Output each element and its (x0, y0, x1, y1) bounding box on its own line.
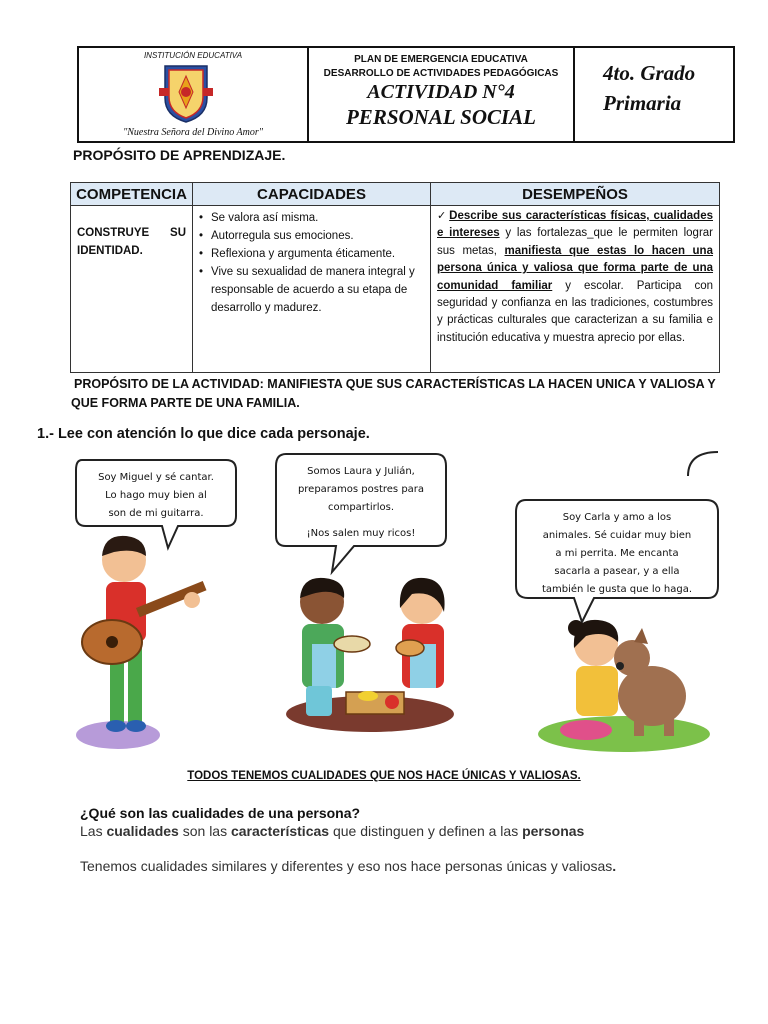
competency-table (70, 182, 720, 373)
bubble-line: Lo hago muy bien al (105, 490, 207, 501)
question-heading: ¿Qué son las cualidades de una persona? (80, 805, 361, 821)
dog-nose (616, 662, 624, 670)
text-run: son las (178, 823, 231, 839)
bowl-icon (396, 640, 424, 656)
conclusion-paragraph (80, 858, 616, 874)
capacidad-text: Reflexiona y argumenta éticamente. (211, 248, 396, 260)
capacidades-cell (193, 206, 431, 373)
jar-icon (306, 686, 332, 716)
text-run: Las (80, 823, 107, 839)
activity-purpose: PROPÓSITO DE LA ACTIVIDAD: MANIFIESTA QUE SUS CARACTERÍSTICAS LA HACEN UNICA Y VALIOSA Y QUE FORMA PARTE DE UNA FAMILIA. (71, 377, 716, 410)
carla-illustration (510, 444, 732, 756)
guitar-hole (106, 636, 118, 648)
school-name: INSTITUCIÓN EDUCATIVA (143, 51, 243, 60)
carla-shirt (576, 666, 618, 716)
carla-pants (560, 720, 612, 740)
plan-subtitle: DESARROLLO DE ACTIVIDADES PEDAGÓGICAS (323, 68, 559, 79)
bubble-line: sacarla a pasear, y a ella (554, 566, 680, 577)
plan-title: PLAN DE EMERGENCIA EDUCATIVA (354, 54, 528, 65)
keyword-caracteristicas: características (230, 823, 330, 839)
capacidad-text: Se valora así misma. (211, 212, 319, 224)
desempeno-underlined-1: Describe sus características físicas, cualidades e intereses (437, 210, 713, 240)
school-motto: "Nuestra Señora del Divino Amor" (123, 127, 263, 138)
carla-ponytail (568, 620, 584, 636)
list-item (199, 263, 426, 317)
dog-leg (664, 714, 674, 736)
bubble-line: también le gusta que lo haga. (541, 584, 693, 595)
competencia-cell: CONSTRUYE SU IDENTIDAD. (71, 206, 193, 373)
bubble-line: Soy Carla y amo a los (562, 512, 672, 523)
bubble-line: animales. Sé cuidar muy bien (542, 530, 692, 541)
desempeno-underlined-2: manifiesta que estas lo hacen una persona única y valiosa que forma parte de una comunidad familiar (437, 244, 713, 292)
proposito-title: PROPÓSITO DE APRENDIZAJE. (73, 147, 286, 163)
julian-apron (312, 644, 336, 688)
plan-cell (309, 48, 575, 141)
bubble-line: a mi perrita. Me encanta (555, 548, 679, 559)
capacidad-text: Vive su sexualidad de manera integral y responsable de acuerdo a su etapa de desarrollo y madurez. (211, 266, 415, 314)
list-item (199, 227, 426, 245)
bullet-icon: • (199, 230, 204, 242)
boy-hand (184, 592, 200, 608)
subject-title: PERSONAL SOCIAL (345, 105, 536, 129)
bubble-line: ¡Nos salen muy ricos! (306, 528, 416, 539)
text-run: que distinguen y definen a las (329, 823, 523, 839)
banana-icon (358, 691, 378, 701)
activity-number: ACTIVIDAD N°4 (367, 81, 515, 103)
bullet-icon: • (199, 248, 204, 260)
table-header-row (71, 183, 720, 206)
bubble-line: Somos Laura y Julián, (307, 466, 415, 477)
boy-shoe (126, 720, 146, 732)
period-mark: . (612, 858, 617, 874)
list-item (199, 209, 426, 227)
bowl-icon (334, 636, 370, 652)
key-message: TODOS TENEMOS CUALIDADES QUE NOS HACE ÚNICAS Y VALIOSAS. (187, 770, 581, 782)
boy-shoe (106, 720, 126, 732)
school-cell (79, 48, 309, 141)
decorative-curve (688, 452, 718, 476)
miguel-illustration (70, 452, 250, 752)
table-row (71, 206, 720, 373)
dog-head (614, 640, 650, 676)
bullet-icon: • (199, 266, 204, 278)
desempeno-text-1: y las fortalezas_que le permiten lograr sus metas, (437, 227, 713, 257)
desempenos-cell (431, 206, 720, 373)
text-run: Tenemos cualidades similares y diferentes y eso nos hace personas únicas y valiosas (80, 858, 613, 874)
bubble-line: Soy Miguel y sé cantar. (98, 472, 214, 483)
checkmark-icon: ✓ (437, 210, 448, 222)
list-item (199, 245, 426, 263)
dog-ear (634, 628, 648, 644)
grade-label: 4to. Grado (603, 61, 696, 85)
grade-cell (575, 48, 733, 141)
dog-leg (634, 714, 644, 736)
bubble-line: preparamos postres para (297, 484, 425, 495)
bubble-line: son de mi guitarra. (108, 508, 204, 519)
level-label: Primaria (603, 91, 682, 115)
keyword-personas: personas (522, 823, 585, 839)
apple-icon (385, 695, 399, 709)
school-crest-icon (157, 62, 215, 124)
capacidad-text: Autorregula sus emociones. (211, 230, 354, 242)
header-competencia: COMPETENCIA (71, 183, 193, 206)
instruction-heading: 1.- Lee con atención lo que dice cada personaje. (37, 426, 370, 442)
document-header (77, 46, 735, 143)
desempeno-text-2: y escolar. Participa con seguridad y confianza en las tradiciones, costumbres y prácticas culturales que caracterizan a su familia e institución educativa y muestra aprecio por ellas. (437, 279, 713, 344)
bullet-icon: • (199, 212, 204, 224)
laura-julian-illustration (272, 448, 472, 748)
header-capacidades: CAPACIDADES (193, 183, 431, 206)
bubble-line: compartirlos. (327, 502, 395, 513)
keyword-cualidades: cualidades (106, 823, 179, 839)
definition-paragraph (80, 823, 584, 839)
header-desempenos: DESEMPEÑOS (431, 183, 720, 206)
